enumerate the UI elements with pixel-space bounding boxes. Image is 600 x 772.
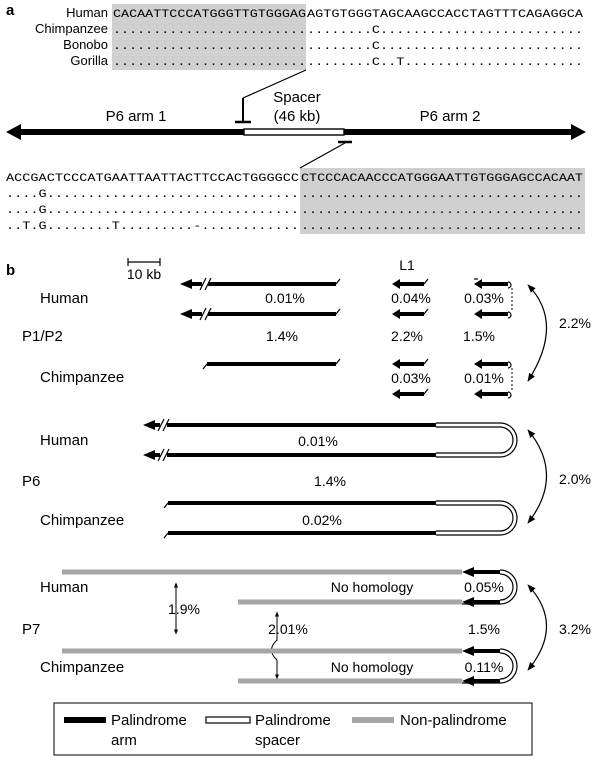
p6-right-pct: 2.0% [559,471,591,487]
seq-top-human-left: CACAATTCCCATGGGTTGTGGGAG [113,9,306,21]
p6-group-label: P6 [22,473,41,490]
p7-human-pct: 0.05% [464,579,504,595]
species-gorilla: Gorilla [70,53,108,68]
p1p2-chimp-block [203,359,340,369]
p1p2-chimp-label: Chimpanzee [40,369,125,386]
p1p2-human-block [180,278,340,320]
scale-bar-label: 10 kb [126,266,162,282]
p1p2-between-pct-1: 1.4% [266,328,298,344]
p7-mid-pct: 2.01% [268,621,308,637]
arm1-label: P6 arm 1 [105,108,167,125]
l1-label: L1 [399,257,415,273]
seq-bottom-chimp-left: ....G............................... [6,189,299,201]
seq-top-chimp-left: ........................ [113,25,306,37]
p7-chimp-label: Chimpanzee [40,659,125,676]
p6-between-pct: 1.4% [314,473,346,489]
seq-bottom-gorilla-right: ................................... [301,221,583,233]
seq-top-bonobo-left: ........................ [113,41,306,53]
p7-human-structure [62,567,517,607]
spacer-size-label: (46 kb) [273,108,321,125]
p1p2-between-pct-2: 2.2% [391,328,423,344]
p1p2-curved-arrow [528,285,547,381]
p1p2-chimp-pct-1: 0.03% [391,370,431,386]
p1p2-human-pct-2: 0.04% [391,290,431,306]
seq-bottom-chimp-right: ................................... [301,189,583,201]
p7-no-homology-2: No homology [330,659,414,675]
p1p2-human-pct-3: 0.03% [464,290,504,306]
legend-spacer-label-1: Palindrome [255,712,331,729]
seq-top-human-right: AGTGTGGGTAGCAAGCCACCTAGTTTCAGAGGCA [307,9,584,21]
panel-a-label: a [6,2,15,19]
p6-spacer-bar [244,129,344,135]
p7-between-pct: 1.5% [468,621,500,637]
p6-human-pct: 0.01% [298,433,338,449]
p6-chimp-pct: 0.02% [302,512,342,528]
species-chimpanzee: Chimpanzee [35,21,108,36]
legend-spacer-label-2: spacer [255,732,301,749]
p1p2-between-pct-3: 1.5% [463,328,495,344]
p7-group-label: P7 [22,621,41,638]
p7-right-pct: 3.2% [559,621,591,637]
seq-bottom-human-left: ACCGACTCCCATGAATTAATTACTTCCACTGGGGCC [6,173,300,185]
species-human: Human [66,5,108,20]
p7-human-label: Human [40,579,89,596]
p6-curved-arrow [528,430,547,523]
seq-bottom-gorilla-left: ..T.G........T.........-............ [6,221,299,233]
p1p2-chimp-pct-2: 0.01% [464,370,504,386]
seq-top-chimp-right: ........C......................... [307,25,583,37]
seq-top-gorilla-left: ........................ [113,57,306,69]
p7-curved-arrow [528,585,547,670]
legend-nonpal-label: Non-palindrome [400,712,507,729]
p6-arm2-arrowhead [571,124,586,140]
p6-human-label: Human [40,432,89,449]
legend-arm-label-2: arm [111,732,137,749]
p7-left-pct: 1.9% [168,601,200,617]
p1p2-human-label: Human [40,290,89,307]
seq-top-gorilla-right: ........C..T...................... [307,57,583,69]
spacer-label: Spacer [273,89,321,106]
seq-bottom-human-right: CTCCCACAACCCATGGGAATTGTGGGAGCCACAAT [301,173,584,185]
p7-no-homology-1: No homology [330,579,414,595]
p7-chimp-pct: 0.11% [464,659,504,675]
p7-chimp-structure [62,646,517,686]
p6-chimp-label: Chimpanzee [40,512,125,529]
seq-bottom-bonobo-right: ................................... [301,205,583,217]
pointer-line-bottom [300,143,345,168]
legend-arm-label-1: Palindrome [111,712,187,729]
p1p2-group-label: P1/P2 [22,328,63,345]
p6-arm1-arrowhead [6,124,21,140]
p1p2-human-pct-1: 0.01% [265,290,305,306]
seq-bottom-bonobo-left: ....G............................... [6,205,299,217]
arm2-label: P6 arm 2 [419,108,481,125]
seq-top-bonobo-right: ........C......................... [307,41,583,53]
p1p2-right-pct: 2.2% [559,315,591,331]
panel-b-label: b [6,262,16,279]
species-bonobo: Bonobo [63,37,108,52]
legend-spacer-swatch [206,717,250,723]
